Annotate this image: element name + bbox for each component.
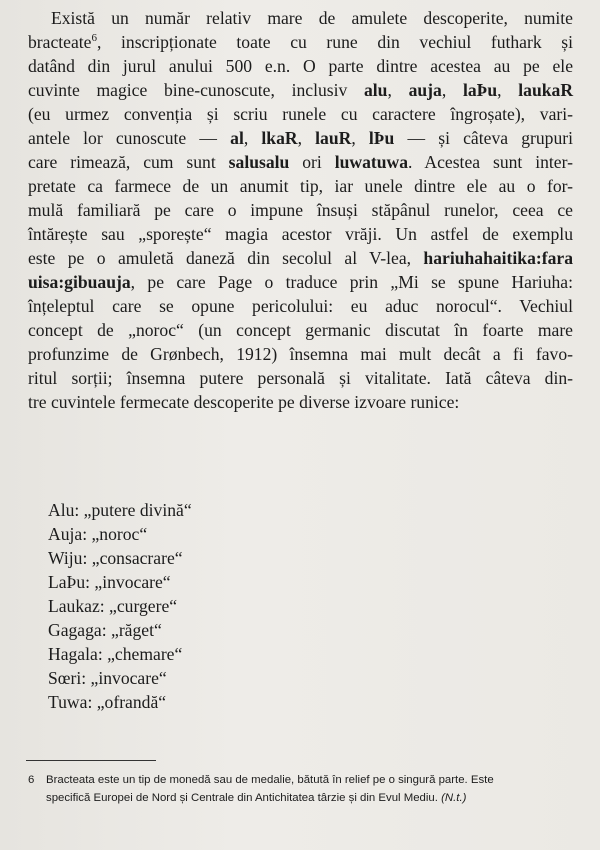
text-run: datând din jurul anului 500 e.n. O parte dintre acestea au pe ele [28,56,573,76]
main-paragraph [28,6,573,414]
charm-item: Gagaga: „răget“ [48,620,162,640]
charm-item: Alu: „putere divină“ [48,500,192,520]
charm-item: Wiju: „consacrare“ [48,548,183,568]
charm-item: Hagala: „chemare“ [48,644,183,664]
paragraph-line [28,294,573,318]
text-run: ritul sorții; însemna putere personală și vitalitate. Iată câteva din- [28,368,573,388]
text-run: întărește sau „sporește“ magia acestor vrăji. Un astfel de exemplu [28,224,573,244]
paragraph-line [28,198,573,222]
paragraph-line [28,174,573,198]
text-run: bracteate [28,32,92,52]
charm-word-list [48,498,192,714]
text-run: , [497,80,519,100]
text-run: , [441,80,463,100]
rune-word: auja [408,80,442,100]
footnote-ref: 6 [91,32,97,44]
paragraph-line [28,246,573,270]
text-run: , [351,128,369,148]
footnote-number: 6 [28,774,35,786]
text-run: care rimează, cum sunt [28,152,229,172]
rune-word: salusalu [228,152,290,172]
text-run: pretate ca farmece de un anumit tip, iar unele dintre ele au o for- [28,176,573,196]
text-run: concept de „noroc“ (un concept germanic discutat în foarte mare [28,320,573,340]
charm-item: LaÞu: „invocare“ [48,572,171,592]
rune-word: laÞu [462,80,498,100]
rune-word: lauR [315,128,352,148]
footnote-line [46,789,576,807]
rune-word: al [230,128,244,148]
paragraph-line [28,366,573,390]
rune-word: laukaR [518,80,574,100]
text-run: mulă familiară pe care o impune însuși stăpânul runelor, ceea ce [28,200,573,220]
text-run: , [243,128,262,148]
charm-item: Tuwa: „ofrandă“ [48,692,167,712]
text-run: tre cuvintele fermecate descoperite pe diverse izvoare runice: [28,392,460,412]
charm-item: Sœri: „invocare“ [48,668,167,688]
text-run: înțeleptul care se opune pericolului: eu aduc norocul“. Vechiul [28,296,573,316]
rune-word: lkaR [261,128,298,148]
paragraph-line [28,318,573,342]
text-run: , [297,128,316,148]
paragraph-line [28,342,573,366]
paragraph-line [28,126,573,150]
paragraph-line [28,222,573,246]
text-run: ori [289,152,335,172]
text-run: . Acestea sunt inter- [408,152,573,172]
rune-word: lÞu [368,128,395,148]
paragraph-line [28,270,573,294]
text-run: Există un număr relativ mare de amulete descoperite, numite [51,8,573,28]
text-run: , inscripționate toate cu rune din vechiul futhark și [96,32,573,52]
rune-word: luwatuwa [334,152,409,172]
paragraph-line [28,102,573,126]
paragraph-line [28,30,573,54]
footnote-separator [26,760,156,761]
paragraph-line [28,54,573,78]
text-run: — și câteva grupuri [394,128,574,148]
text-run: cuvinte magice bine-cunoscute, inclusiv [28,80,364,100]
rune-word: uisa:gibuauja [28,272,131,292]
paragraph-line [28,390,573,414]
footnote-text: specifică Europei de Nord și Centrale din Antichitatea târzie și din Evul Mediu. [46,792,442,804]
text-run: , [387,80,409,100]
text-run: antele lor cunoscute — [28,128,231,148]
rune-word: alu [363,80,388,100]
translator-note: (N.t.) [441,792,467,804]
paragraph-line [28,150,573,174]
text-run: , pe care Page o traduce prin „Mi se spune Hariuha: [130,272,573,292]
footnote-line: Bracteata este un tip de monedă sau de medalie, bătută în relief pe o singură parte. Este [46,774,494,786]
charm-item: Laukaz: „curgere“ [48,596,178,616]
charm-item: Auja: „noroc“ [48,524,148,544]
footnote [28,771,576,807]
paragraph-line [28,78,573,102]
text-run: este pe o amuletă daneză din secolul al V-lea, [28,248,424,268]
text-run: profunzime de Grønbech, 1912) însemna mai mult decât a fi favo- [28,344,573,364]
text-run: (eu urmez convenția și scriu runele cu caractere îngroșate), vari- [28,104,573,124]
rune-word: hariuhahaitika:fara [423,248,573,268]
paragraph-line [28,6,573,30]
footnote-body [46,771,576,807]
